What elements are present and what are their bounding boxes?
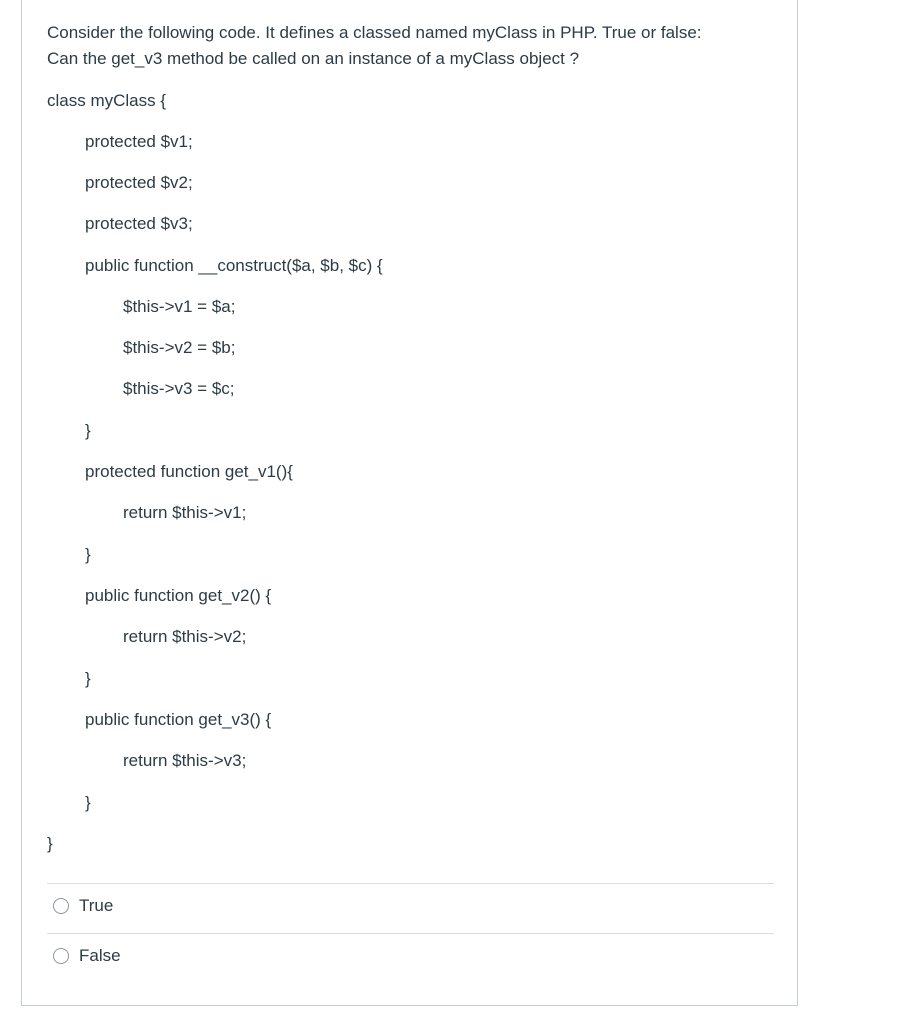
code-line-return-v3: return $this->v3; [123,751,247,770]
code-line-assign-v2: $this->v2 = $b; [123,338,236,357]
radio-false[interactable] [53,948,69,964]
answer-option-false[interactable] [53,941,121,971]
question-text [47,20,767,72]
code-line-get-v2: public function get_v2() { [85,586,272,605]
code-line-v3: protected $v3; [85,214,193,233]
answer-label-false: False [79,946,121,965]
code-line-close-class: } [47,834,53,853]
code-line-construct: public function __construct($a, $b, $c) { [85,256,383,275]
code-line-close-get-v1: } [85,545,91,564]
code-line-assign-v1: $this->v1 = $a; [123,297,236,316]
code-line-close-get-v3: } [85,793,91,812]
radio-true[interactable] [53,898,69,914]
code-line-v1: protected $v1; [85,132,193,151]
answer-divider-top [47,883,774,884]
answer-label-true: True [79,896,114,915]
code-line-get-v1: protected function get_v1(){ [85,462,293,481]
code-line-return-v2: return $this->v2; [123,627,247,646]
answer-divider-middle [47,933,774,934]
code-line-close-construct: } [85,421,91,440]
code-line-get-v3: public function get_v3() { [85,710,272,729]
code-line-v2: protected $v2; [85,173,193,192]
question-line-2: Can the get_v3 method be called on an instance of a myClass object ? [47,49,580,68]
code-line-assign-v3: $this->v3 = $c; [123,379,235,398]
code-line-close-get-v2: } [85,669,91,688]
answer-option-true[interactable] [53,891,113,921]
code-line-return-v1: return $this->v1; [123,503,247,522]
code-line-class: class myClass { [47,91,167,110]
question-line-1: Consider the following code. It defines a classed named myClass in PHP. True or false: [47,23,702,42]
